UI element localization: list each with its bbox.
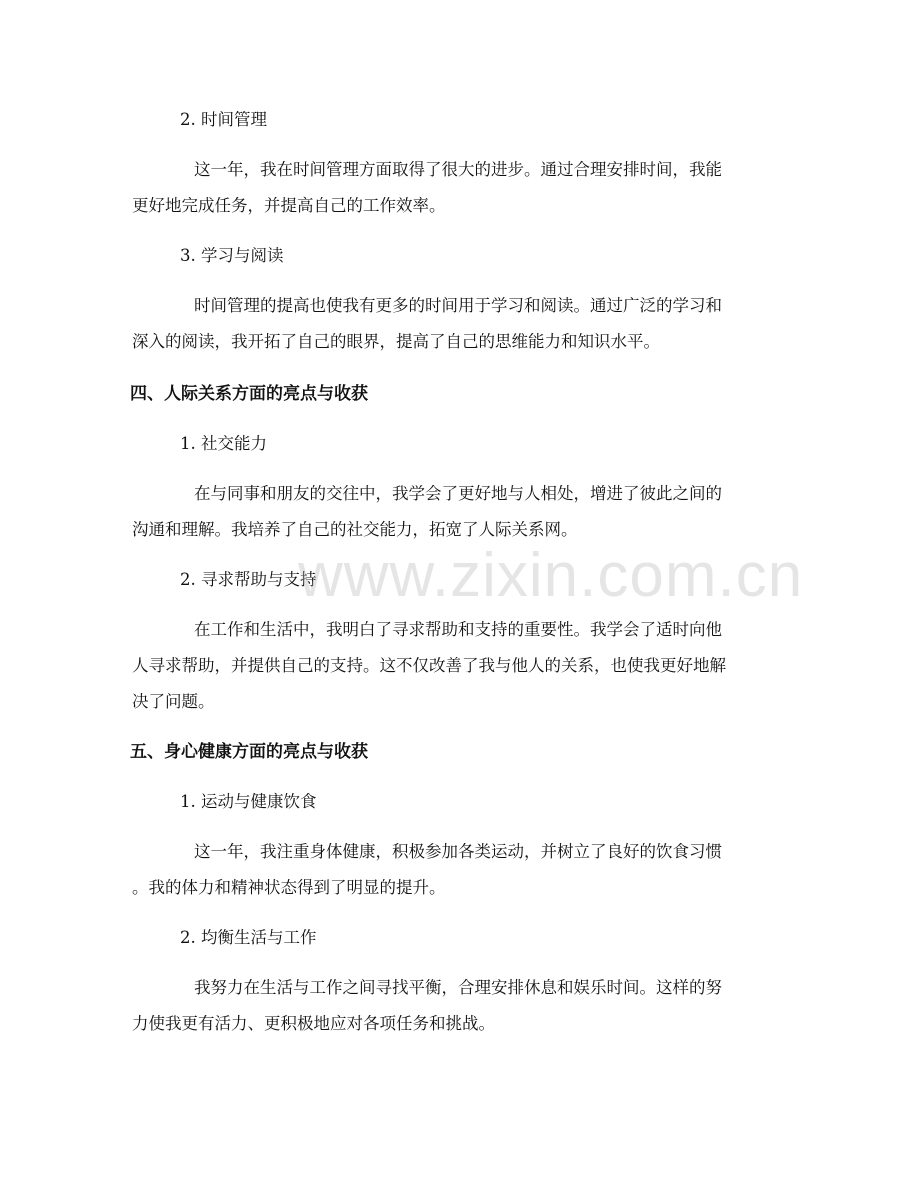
paragraph-line: 沟通和理解。我培养了自己的社交能力，拓宽了人际关系网。 bbox=[132, 520, 578, 539]
paragraph-line: 决了问题。 bbox=[132, 692, 215, 711]
paragraph-line: 。我的体力和精神状态得到了明显的提升。 bbox=[132, 878, 446, 897]
paragraph-time-management bbox=[132, 152, 792, 224]
paragraph-line: 我努力在生活与工作之间寻找平衡，合理安排休息和娱乐时间。这样的努 bbox=[194, 978, 722, 997]
subheading-social-skills: 1. 社交能力 bbox=[180, 434, 267, 453]
paragraph-line: 更好地完成任务，并提高自己的工作效率。 bbox=[132, 196, 446, 215]
paragraph-seek-help bbox=[132, 612, 792, 720]
paragraph-work-life-balance bbox=[132, 970, 792, 1042]
paragraph-line: 力使我更有活力、更积极地应对各项任务和挑战。 bbox=[132, 1014, 495, 1033]
paragraph-exercise-diet bbox=[132, 834, 792, 906]
paragraph-line: 在工作和生活中，我明白了寻求帮助和支持的重要性。我学会了适时向他 bbox=[194, 620, 722, 639]
watermark: www.zixin.com.cn bbox=[298, 541, 804, 610]
paragraph-line: 人寻求帮助，并提供自己的支持。这不仅改善了我与他人的关系，也使我更好地解 bbox=[132, 656, 726, 675]
heading-interpersonal: 四、人际关系方面的亮点与收获 bbox=[130, 384, 368, 404]
paragraph-line: 深入的阅读，我开拓了自己的眼界，提高了自己的思维能力和知识水平。 bbox=[132, 332, 660, 351]
subheading-seek-help: 2. 寻求帮助与支持 bbox=[180, 570, 317, 589]
paragraph-line: 时间管理的提高也使我有更多的时间用于学习和阅读。通过广泛的学习和 bbox=[194, 296, 722, 315]
paragraph-line: 在与同事和朋友的交往中，我学会了更好地与人相处，增进了彼此之间的 bbox=[194, 484, 722, 503]
subheading-learning-reading: 3. 学习与阅读 bbox=[180, 246, 284, 265]
subheading-time-management: 2. 时间管理 bbox=[180, 110, 267, 129]
subheading-exercise-diet: 1. 运动与健康饮食 bbox=[180, 792, 317, 811]
paragraph-social-skills bbox=[132, 476, 792, 548]
heading-health: 五、身心健康方面的亮点与收获 bbox=[130, 742, 368, 762]
paragraph-learning-reading bbox=[132, 288, 792, 360]
paragraph-line: 这一年，我在时间管理方面取得了很大的进步。通过合理安排时间，我能 bbox=[194, 160, 722, 179]
paragraph-line: 这一年，我注重身体健康，积极参加各类运动，并树立了良好的饮食习惯 bbox=[194, 842, 722, 861]
subheading-work-life-balance: 2. 均衡生活与工作 bbox=[180, 928, 317, 947]
